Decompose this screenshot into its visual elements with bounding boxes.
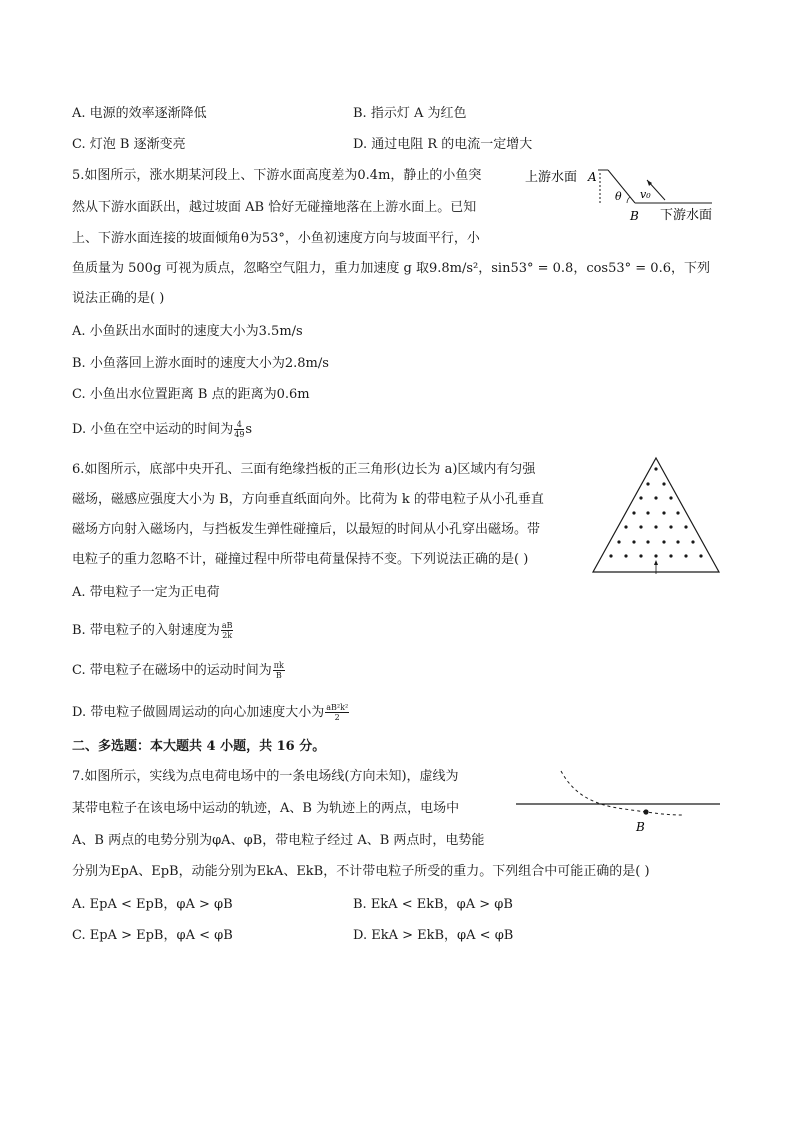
q5-stem-line4: 鱼质量为 500g 可视为质点，忽略空气阻力，重力加速度 g 取9.8m/s²，sin53° = 0.8，cos53° = 0.6，下列 bbox=[72, 261, 710, 276]
upstream-label: 上游水面 bbox=[525, 170, 578, 185]
q7-stem-line4: 分别为EpA、EpB，动能分别为EkA、EkB，不计带电粒子所受的重力。下列组合中可能正确的是( ) bbox=[72, 864, 650, 879]
field-dot bbox=[654, 496, 657, 499]
field-dot bbox=[684, 554, 687, 557]
q4-option-d: D. 通过电阻 R 的电流一定增大 bbox=[353, 137, 533, 152]
field-dot bbox=[662, 511, 665, 514]
q6-stem-line4: 电粒子的重力忽略不计，碰撞过程中所带电荷量保持不变。下列说法正确的是( ) bbox=[72, 552, 529, 567]
q4-option-a: A. 电源的效率逐渐降低 bbox=[72, 106, 207, 121]
q6-option-c-fraction: $\frac{\pi k}{B}$ bbox=[273, 661, 284, 680]
field-dot bbox=[669, 496, 672, 499]
field-dot bbox=[654, 525, 657, 528]
q7-option-b: B. EkA < EkB，φA > φB bbox=[353, 897, 513, 912]
q7-stem-line1: 7.如图所示，实线为点电荷电场中的一条电场线(方向未知)，虚线为 bbox=[72, 769, 459, 784]
field-dot bbox=[624, 525, 627, 528]
field-dot bbox=[654, 554, 657, 557]
q7-option-c: C. EpA > EpB，φA < φB bbox=[72, 928, 233, 943]
q5-stem-line3: 上、下游水面连接的坡面倾角θ为53°，小鱼初速度方向与坡面平行，小 bbox=[72, 231, 480, 246]
q6-stem-line3: 磁场方向射入磁场内，与挡板发生弹性碰撞后，以最短的时间从小孔穿出磁场。带 bbox=[72, 522, 541, 537]
point-a-label: A bbox=[588, 170, 597, 184]
field-dot bbox=[639, 525, 642, 528]
field-dot bbox=[609, 554, 612, 557]
q6-option-d-fraction: $\frac{\text{aB²k²}}{2}$ bbox=[326, 703, 349, 722]
q7-field-figure bbox=[514, 765, 724, 840]
field-dot bbox=[624, 554, 627, 557]
point-b-label: B bbox=[636, 820, 645, 834]
magnetic-field-dots bbox=[609, 467, 702, 557]
field-dot bbox=[669, 554, 672, 557]
field-dot bbox=[639, 554, 642, 557]
q6-option-c: C. 带电粒子在磁场中的运动时间为 $\frac{\pi k}{B}$ bbox=[72, 661, 284, 680]
field-dot bbox=[654, 467, 657, 470]
field-dot bbox=[676, 511, 679, 514]
q6-option-b-fraction: $\frac{aB}{2k}$ bbox=[221, 621, 233, 640]
q5-stem-line1: 5.如图所示，涨水期某河段上、下游水面高度差为0.4m，静止的小鱼突 bbox=[72, 168, 482, 183]
field-dot bbox=[632, 540, 635, 543]
q5-stem-line5: 说法正确的是( ) bbox=[72, 291, 165, 306]
field-dot bbox=[684, 525, 687, 528]
q5-option-a: A. 小鱼跃出水面时的速度大小为3.5m/s bbox=[72, 324, 303, 339]
field-dot bbox=[662, 482, 665, 485]
field-dot bbox=[646, 540, 649, 543]
field-dot bbox=[691, 540, 694, 543]
field-dot bbox=[646, 511, 649, 514]
point-b-label: B bbox=[630, 209, 639, 223]
section-heading-multiple-choice: 二、多选题：本大题共 4 小题，共 16 分。 bbox=[72, 739, 326, 754]
q5-option-d-fraction: $\frac{4}{49}$ bbox=[234, 420, 245, 439]
field-dot bbox=[669, 525, 672, 528]
field-dot bbox=[662, 540, 665, 543]
v0-label: v₀ bbox=[640, 188, 651, 201]
q6-option-b: B. 带电粒子的入射速度为 $\frac{aB}{2k}$ bbox=[72, 621, 233, 640]
field-dot bbox=[646, 482, 649, 485]
q6-stem-line2: 磁场，磁感应强度大小为 B，方向垂直纸面向外。比荷为 k 的带电粒子从小孔垂直 bbox=[72, 492, 544, 507]
q7-option-a: A. EpA < EpB，φA > φB bbox=[72, 897, 233, 912]
field-dot bbox=[676, 540, 679, 543]
q6-option-a: A. 带电粒子一定为正电荷 bbox=[72, 585, 220, 600]
q5-slope-figure bbox=[520, 160, 730, 230]
field-dot bbox=[699, 554, 702, 557]
q7-stem-line3: A、B 两点的电势分别为φA、φB，带电粒子经过 A、B 两点时，电势能 bbox=[72, 833, 485, 848]
q6-option-d: D. 带电粒子做圆周运动的向心加速度大小为 $\frac{\text{aB²k²}}{2}$ bbox=[72, 703, 349, 722]
field-dot bbox=[632, 511, 635, 514]
downstream-label: 下游水面 bbox=[660, 208, 713, 223]
q6-triangle-figure bbox=[590, 455, 722, 577]
q6-stem-line1: 6.如图所示，底部中央开孔、三面有绝缘挡板的正三角形(边长为 a)区域内有匀强 bbox=[72, 462, 536, 477]
q5-option-c: C. 小鱼出水位置距离 B 点的距离为0.6m bbox=[72, 387, 310, 402]
field-dot bbox=[639, 496, 642, 499]
q5-option-d: D. 小鱼在空中运动的时间为 $\frac{4}{49}$ s bbox=[72, 420, 253, 439]
q7-stem-line2: 某带电粒子在该电场中运动的轨迹，A、B 为轨迹上的两点，电场中 bbox=[72, 801, 460, 816]
q5-stem-line2: 然从下游水面跃出，越过坡面 AB 恰好无碰撞地落在上游水面上。已知 bbox=[72, 200, 477, 215]
theta-label: θ bbox=[615, 190, 622, 203]
q4-option-c: C. 灯泡 B 逐渐变亮 bbox=[72, 137, 186, 152]
q7-option-d: D. EkA > EkB，φA < φB bbox=[353, 928, 514, 943]
q4-option-b: B. 指示灯 A 为红色 bbox=[353, 106, 467, 121]
q5-option-b: B. 小鱼落回上游水面时的速度大小为2.8m/s bbox=[72, 356, 329, 371]
field-dot bbox=[617, 540, 620, 543]
